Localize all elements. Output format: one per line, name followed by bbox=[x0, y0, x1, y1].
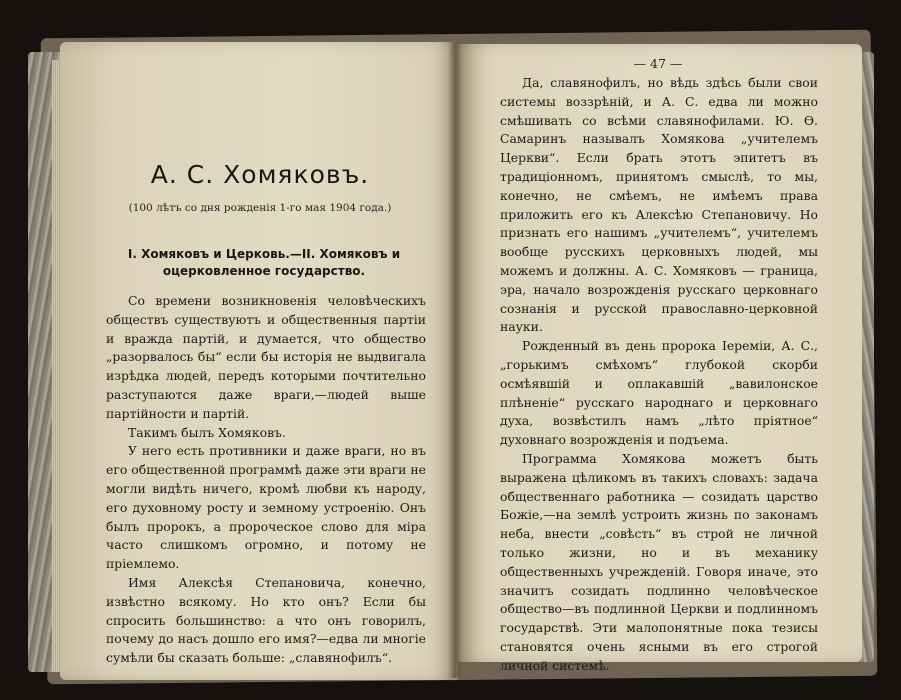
right-body-text bbox=[500, 74, 818, 676]
paragraph: Программа Хомякова можетъ быть выражена цѣликомъ въ такихъ словахъ: задача общественнаго работника — созидать царство Божіе,—на землѣ устроить жизнь по законамъ неба, внести „совѣсть“ въ строй не личной только жизни, но и въ механику общественныхъ учрежденій. Говоря иначе, это значитъ созидать подлинно человѣческое общество—въ подлинной Церкви и подлинномъ государствѣ. Эти малопонятные пока тезисы становятся очень ясными въ его строгой личной системѣ. bbox=[500, 450, 818, 673]
right-page bbox=[456, 44, 862, 673]
left-body-text bbox=[106, 292, 426, 668]
section-heading: I. Хомяковъ и Церковь.—II. Хомяковъ и оцерковленное государство. bbox=[127, 247, 401, 278]
page-subtitle: (100 лѣтъ со дня рожденія 1-го мая 1904 года.) bbox=[128, 202, 392, 214]
paragraph: Да, славянофилъ, но вѣдь здѣсь были свои системы воззрѣній, и А. С. едва ли можно смѣшивать со всѣми славянофилами. Ю. Ѳ. Самаринъ называлъ Хомякова „учителемъ Церкви“. Если брать этотъ эпитетъ въ традиціонномъ, принятомъ смыслѣ, то мы, конечно, не смѣемъ, не имѣемъ права приложить его къ Алексѣю Степановичу. Но признать его нашимъ „учителемъ“, учителемъ вообще русскихъ церковныхъ людей, мы можемъ и должны. А. С. Хомяковъ — граница, эра, начало возрожденія русскаго церковнаго сознанія и русской православно-церковной науки. bbox=[500, 75, 818, 335]
paragraph: Рожденный въ день пророка Іереміи, А. С., „горькимъ смѣхомъ“ глубокой скорби осмѣявшій и оплакавшій „вавилонское плѣненіе“ русскаго народнаго и церковнаго духа, возвѣстилъ намъ „лѣто пріятное“ духовнаго возрожденія и подъема. bbox=[500, 338, 818, 448]
paragraph: У него есть противники и даже враги, но въ его общественной программѣ даже эти враги не могли видѣть ничего, кромѣ любви къ народу, его духовному росту и земному устроенію. Онъ былъ пророкъ, а пророческое слово для міра часто слишкомъ огромно, и потому не пріемлемо. bbox=[106, 443, 426, 572]
paragraph: Имя Алексѣя Степановича, конечно, извѣстно всякому. Но кто онъ? Если бы спросить большинство: а что онъ говорилъ, почему до насъ дошло его имя?—едва ли многіе сумѣли бы сказать больше: „славянофилъ“. bbox=[106, 574, 426, 666]
paragraph: Такимъ былъ Хомяковъ. bbox=[128, 424, 286, 440]
page-title: А. С. Хомяковъ. bbox=[150, 160, 370, 189]
book-gutter bbox=[448, 42, 462, 678]
left-page bbox=[60, 42, 458, 680]
paragraph: Со времени возникновенія человѣческихъ обществъ существуютъ и общественныя партіи и вражда партій, и думается, что общество „разорвалось бы“ если бы исторія не выдвигала изрѣдка людей, передъ которыми почтительно разступаются даже враги,—людей выше партійности и партій. bbox=[106, 293, 426, 421]
page-number: — 47 — bbox=[633, 56, 683, 71]
